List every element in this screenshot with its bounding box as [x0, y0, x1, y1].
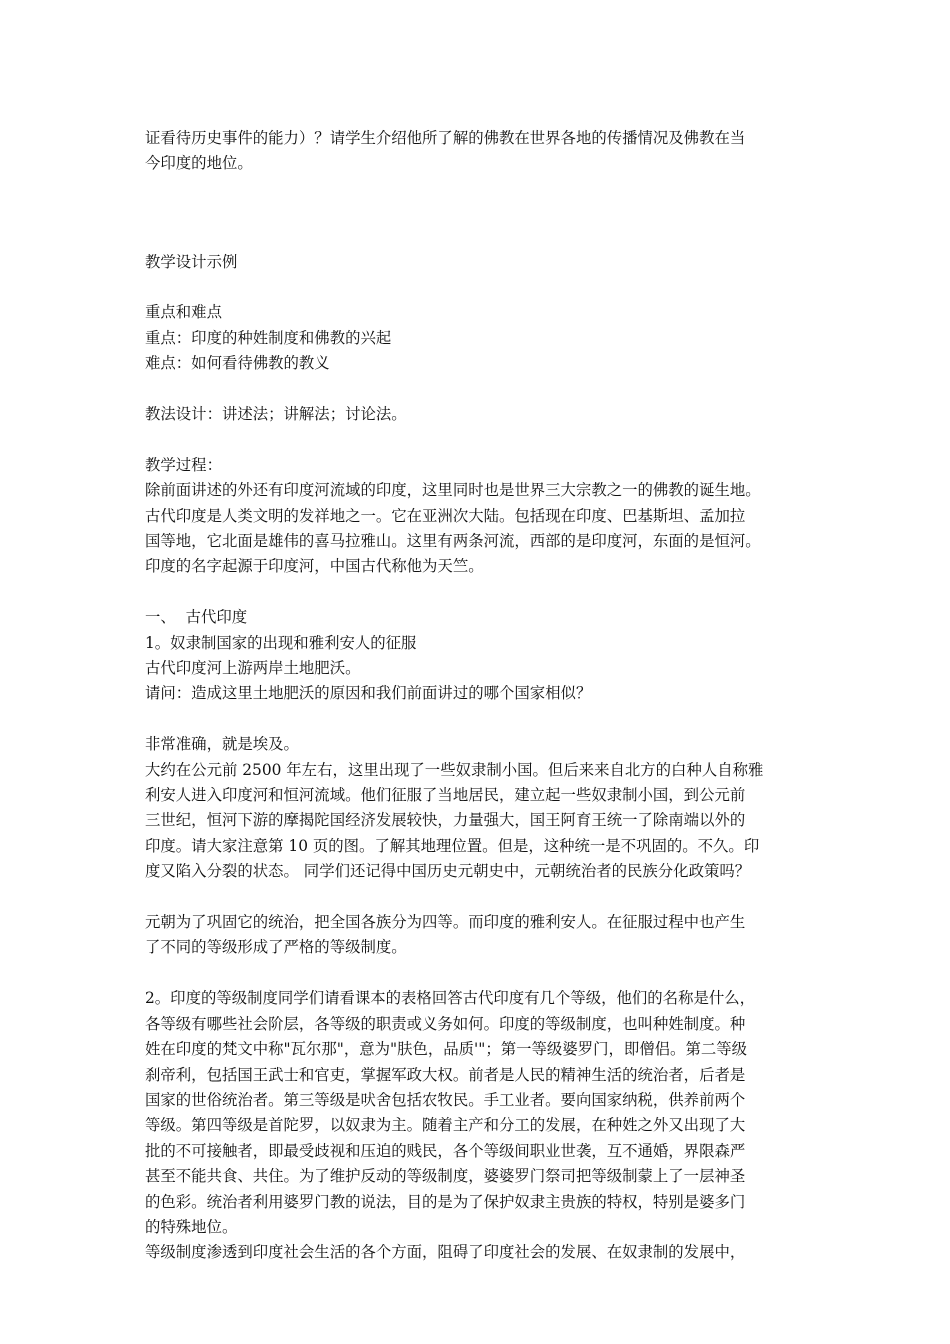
text-line: 刹帝利，包括国王武士和官吏，掌握军政大权。前者是人民的精神生活的统治者，后者是 — [145, 1065, 746, 1084]
text-line: 古代印度是人类文明的发祥地之一。它在亚洲次大陆。包括现在印度、巴基斯坦、孟加拉 — [145, 506, 746, 525]
text-line: 三世纪，恒河下游的摩揭陀国经济发展较快，力量强大，国王阿育王统一了除南端以外的 — [145, 811, 746, 830]
text-line: 非常准确，就是埃及。 — [145, 735, 299, 754]
text-line: 等级。第四等级是首陀罗，以奴隶为主。随着主产和分工的发展，在种姓之外又出现了大 — [145, 1116, 746, 1135]
text-line: 2。印度的等级制度同学们请看课本的表格回答古代印度有几个等级，他们的名称是什么， — [145, 989, 756, 1008]
text-line: 难点：如何看待佛教的教义 — [145, 354, 330, 373]
subheading: 教学过程： — [145, 455, 222, 474]
text-line: 甚至不能共食、共住。为了维护反动的等级制度，婆婆罗门祭司把等级制蒙上了一层神圣 — [145, 1167, 746, 1186]
text-line: 1。奴隶制国家的出现和雅利安人的征服 — [145, 633, 417, 652]
text-line: 元朝为了巩固它的统治，把全国各族分为四等。而印度的雅利安人。在征服过程中也产生 — [145, 913, 746, 932]
text-line: 批的不可接触者，即最受歧视和压迫的贱民，各个等级间职业世袭，互不通婚，界限森严 — [145, 1141, 746, 1160]
text-line: 国等地，它北面是雄伟的喜马拉雅山。这里有两条河流，西部的是印度河，东面的是恒河。 — [145, 532, 761, 551]
text-line: 重点：印度的种姓制度和佛教的兴起 — [145, 328, 392, 347]
section-heading: 一、 古代印度 — [145, 608, 248, 627]
text-line: 国家的世俗统治者。第三等级是吠舍包括农牧民。手工业者。要向国家纳税，供养前两个 — [145, 1090, 746, 1109]
text-line: 除前面讲述的外还有印度河流域的印度，这里同时也是世界三大宗教之一的佛教的诞生地。 — [145, 481, 761, 500]
text-line: 请问：造成这里土地肥沃的原因和我们前面讲过的哪个国家相似？ — [145, 684, 592, 703]
text-line: 印度的名字起源于印度河，中国古代称他为天竺。 — [145, 557, 484, 576]
text-line: 印度。请大家注意第 10 页的图。了解其地理位置。但是，这种统一是不巩固的。不久。印 — [145, 836, 760, 855]
text-line: 了不同的等级形成了严格的等级制度。 — [145, 938, 407, 957]
text-line: 的特殊地位。 — [145, 1217, 238, 1236]
text-line: 今印度的地位。 — [145, 154, 253, 173]
text-line: 度又陷入分裂的状态。 同学们还记得中国历史元朝史中，元朝统治者的民族分化政策吗？ — [145, 862, 751, 881]
subheading: 重点和难点 — [145, 303, 222, 322]
text-line: 大约在公元前 2500 年左右，这里出现了一些奴隶制小国。但后来来自北方的白种人自称雅 — [145, 760, 764, 779]
text-line: 利安人进入印度河和恒河流域。他们征服了当地居民，建立起一些奴隶制小国，到公元前 — [145, 786, 746, 805]
text-line: 的色彩。统治者利用婆罗门教的说法，目的是为了保护奴隶主贵族的特权，特别是婆多门 — [145, 1192, 746, 1211]
section-heading: 教学设计示例 — [145, 252, 238, 271]
text-line: 证看待历史事件的能力）？请学生介绍他所了解的佛教在世界各地的传播情况及佛教在当 — [145, 129, 746, 147]
text-line: 等级制度渗透到印度社会生活的各个方面，阻碍了印度社会的发展、在奴隶制的发展中， — [145, 1243, 746, 1262]
document-body — [145, 126, 815, 1266]
text-line: 各等级有哪些社会阶层，各等级的职责或义务如何。印度的等级制度，也叫种姓制度。种 — [145, 1014, 746, 1033]
text-line: 姓在印度的梵文中称"瓦尔那"，意为"肤色，品质'"；第一等级婆罗门，即僧侣。第二等级 — [145, 1040, 748, 1059]
text-line: 古代印度河上游两岸土地肥沃。 — [145, 659, 361, 678]
text-line: 教法设计：讲述法；讲解法；讨论法。 — [145, 405, 407, 424]
